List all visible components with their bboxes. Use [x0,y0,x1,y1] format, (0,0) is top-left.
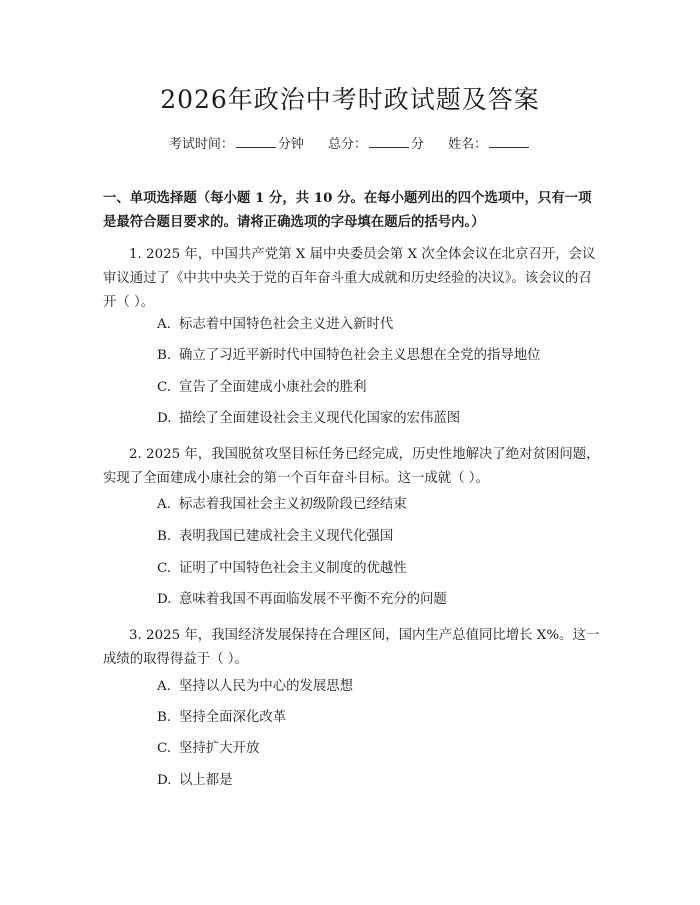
question-2-option-d: D. 意味着我国不再面临发展不平衡不充分的问题 [157,592,447,607]
question-1-option-c: C. 宣告了全面建成小康社会的胜利 [157,380,367,395]
question-2-option-b: B. 表明我国已建成社会主义现代化强国 [157,529,394,544]
document-title: 2026年政治中考时政试题及答案 [160,85,540,114]
question-3-option-b: B. 坚持全面深化改革 [157,710,287,725]
score-label: 总分： [327,137,367,152]
question-1-option-b: B. 确立了习近平新时代中国特色社会主义思想在全党的指导地位 [157,348,541,363]
time-unit: 分钟 [277,137,304,152]
question-3-option-a: A. 坚持以人民为中心的发展思想 [157,679,354,694]
time-blank [236,135,276,148]
question-2-option-c: C. 证明了中国特色社会主义制度的优越性 [157,561,407,576]
name-label: 姓名： [448,137,488,152]
question-stem: 2025 年，我国经济发展保持在合理区间，国内生产总值同比增长 X%。这一成绩的取得得益于（ ）。 [103,628,600,667]
question-2-option-a: A. 标志着我国社会主义初级阶段已经结束 [157,497,407,512]
question-number: 2. [129,447,142,462]
question-number: 3. [129,628,142,643]
question-stem: 2025 年，中国共产党第 X 届中央委员会第 X 次全体会议在北京召开，会议审议通过了《中共中央关于党的百年奋斗重大成就和历史经验的决议》。该会议的召开（ ）。 [103,247,596,310]
question-3 [103,624,600,672]
question-1 [103,243,600,315]
question-3-option-c: C. 坚持扩大开放 [157,741,260,756]
question-number: 1. [129,247,142,262]
exam-time [169,133,304,152]
exam-score [328,133,424,152]
question-stem: 2025 年，我国脱贫攻坚目标任务已经完成，历史性地解决了绝对贫困问题，实现了全面建成小康社会的第一个百年奋斗目标。这一成就（ ）。 [103,447,600,486]
question-1-option-a: A. 标志着中国特色社会主义进入新时代 [157,317,394,332]
score-blank [369,135,409,148]
question-1-option-d: D. 描绘了全面建设社会主义现代化国家的宏伟蓝图 [157,411,461,426]
time-label: 考试时间： [168,137,234,152]
score-unit: 分 [411,137,425,152]
question-3-option-d: D. 以上都是 [157,773,233,788]
question-2 [103,443,600,491]
name-blank [489,135,529,148]
section-heading: 一、单项选择题（每小题 1 分，共 10 分。在每小题列出的四个选项中，只有一项是最符合题目要求的。请将正确选项的字母填在题后的括号内。） [103,190,592,230]
exam-meta [0,133,700,152]
exam-name [448,133,531,152]
